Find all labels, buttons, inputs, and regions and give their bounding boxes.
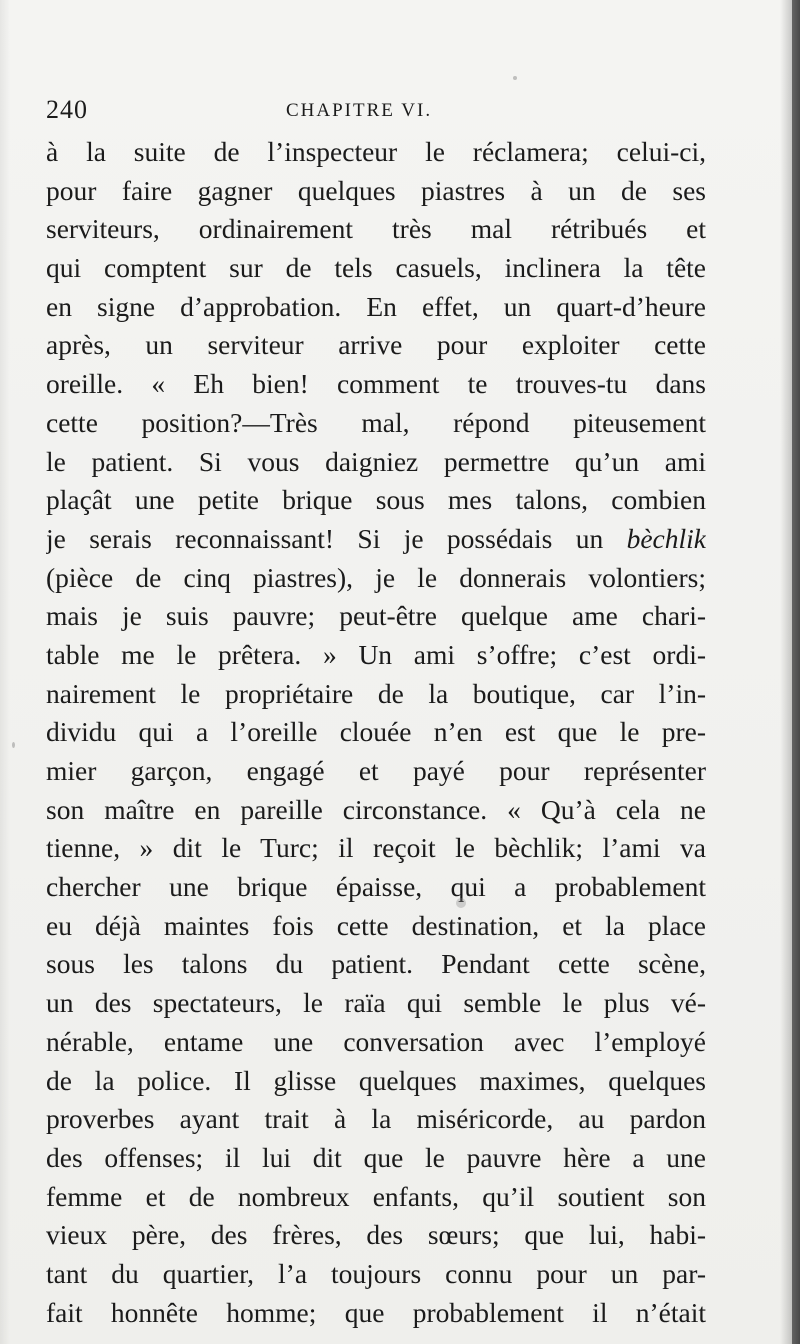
text-line-16: dividu qui a l’oreille clouée n’en est que le pre- xyxy=(46,716,706,748)
text-line-28: femme et de nombreux enfants, qu’il soutient son xyxy=(46,1180,706,1212)
text-line-5: en signe d’approbation. En effet, un quart-d’heure xyxy=(46,290,706,322)
text-line-3: serviteurs, ordinairement très mal rétribués et xyxy=(46,213,706,245)
text-line-17: mier garçon, engagé et payé pour représenter xyxy=(46,755,706,786)
text-line-10: plaçât une petite brique sous mes talons, combien xyxy=(46,484,706,516)
text-line-2: pour faire gagner quelques piastres à un de ses xyxy=(46,174,706,206)
text-line-13: mais je suis pauvre; peut-être quelque ame chari- xyxy=(46,600,706,632)
text-line-21: eu déjà maintes fois cette destination, et la place xyxy=(46,909,706,941)
text-line-6: après, un serviteur arrive pour exploiter cette xyxy=(46,329,706,361)
text-line-30: tant du quartier, l’a toujours connu pour un par- xyxy=(46,1257,706,1289)
text-line-26: proverbes ayant trait à la miséricorde, au pardon xyxy=(46,1103,706,1135)
text-line-24: nérable, entame une conversation avec l’employé xyxy=(46,1025,706,1057)
page-header xyxy=(46,92,706,128)
text-line-9: le patient. Si vous daigniez permettre qu’un ami xyxy=(46,445,706,477)
text-line-31: fait honnête homme; que probablement il n’était xyxy=(46,1296,706,1328)
text-line-15: nairement le propriétaire de la boutique, car l’in- xyxy=(46,677,706,709)
page-edge-shadow xyxy=(792,0,800,1344)
paper-speck xyxy=(513,76,517,80)
text-line-27: des offenses; il lui dit que le pauvre hère a une xyxy=(46,1141,706,1173)
text-line-18: son maître en pareille circonstance. « Qu’à cela ne xyxy=(46,793,706,825)
paper-speck xyxy=(12,742,15,748)
text-line-11: je serais reconnaissant! Si je possédais un bèchlik xyxy=(46,522,706,554)
text-line-19: tienne, » dit le Turc; il reçoit le bèchlik; l’ami va xyxy=(46,832,706,864)
text-line-14: table me le prêtera. » Un ami s’offre; c’est ordi- xyxy=(46,638,706,670)
text-line-25: de la police. Il glisse quelques maximes, quelques xyxy=(46,1064,706,1096)
page-number: 240 xyxy=(46,95,88,124)
body-text xyxy=(46,133,706,1332)
italic-term: bèchlik xyxy=(626,522,706,554)
text-line-12: (pièce de cinq piastres), je le donnerais volontiers; xyxy=(46,561,706,593)
text-line-20: chercher une brique épaisse, qui a probablement xyxy=(46,871,706,903)
text-line-23: un des spectateurs, le raïa qui semble le plus vé- xyxy=(46,987,706,1019)
running-head: CHAPITRE VI. xyxy=(286,100,433,121)
text-line-22: sous les talons du patient. Pendant cette scène, xyxy=(46,948,706,980)
paper-speck xyxy=(456,898,466,908)
text-line-7: oreille. « Eh bien! comment te trouves-tu dans xyxy=(46,368,706,400)
text-line-29: vieux père, des frères, des sœurs; que lui, habi- xyxy=(46,1219,706,1251)
text-line-1: à la suite de l’inspecteur le réclamera; celui-ci, xyxy=(46,136,706,167)
text-line-8: cette position?—Très mal, répond piteusement xyxy=(46,406,706,438)
text-line-4: qui comptent sur de tels casuels, inclinera la tête xyxy=(46,252,706,284)
